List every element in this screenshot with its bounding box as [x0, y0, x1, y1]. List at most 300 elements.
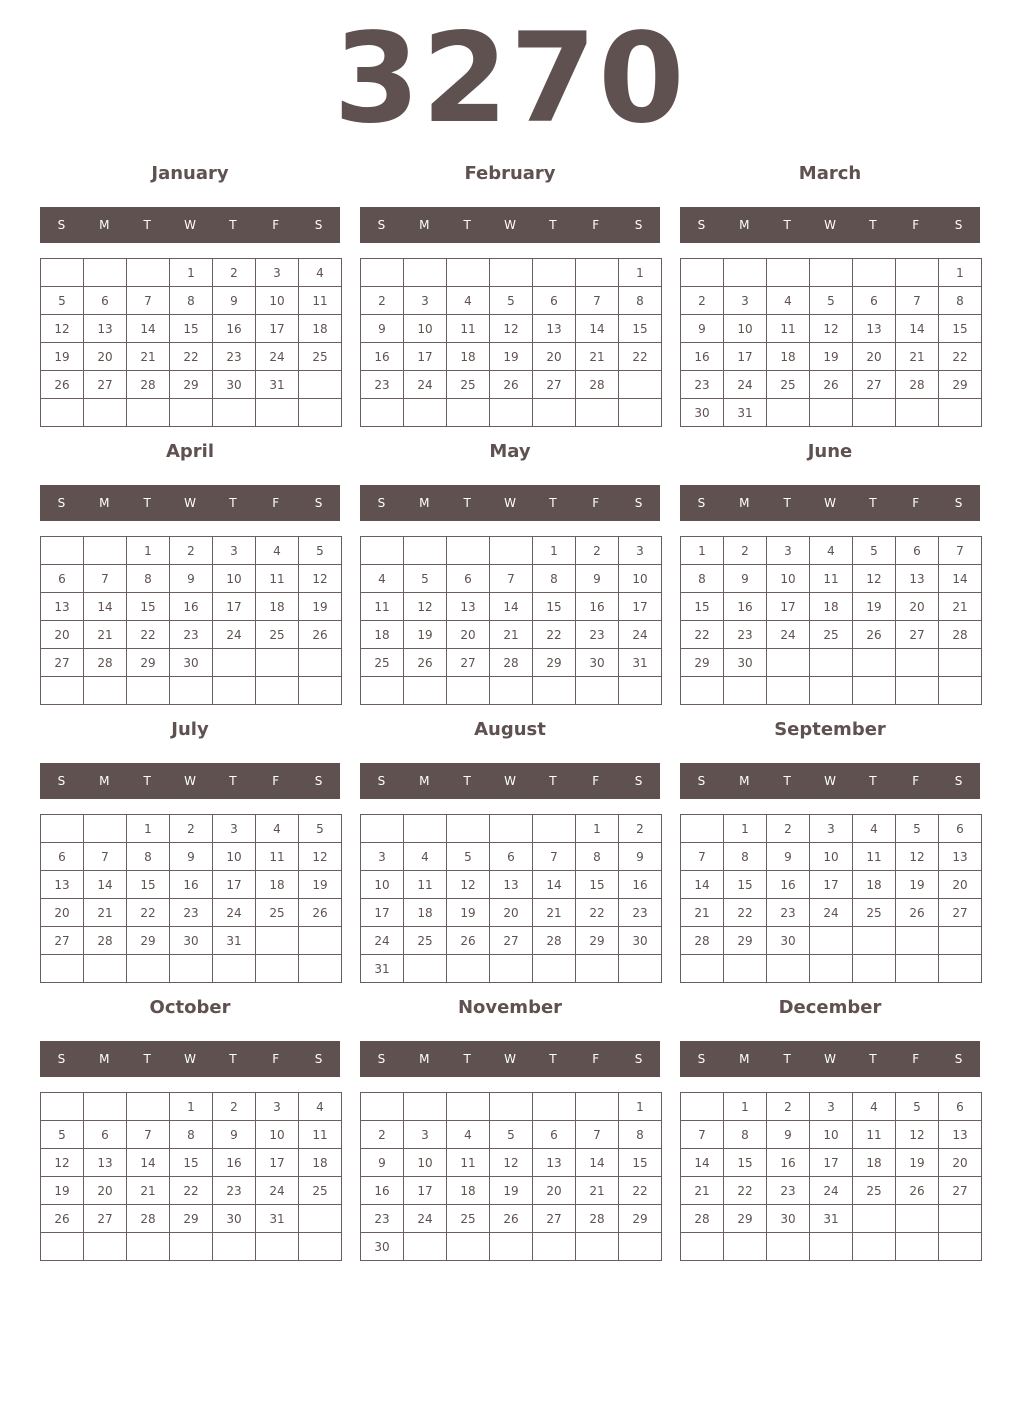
day-cell: 12	[447, 871, 490, 899]
day-cell: 1	[619, 259, 662, 287]
week-row	[361, 343, 662, 371]
day-cell	[447, 1233, 490, 1261]
day-cell: 23	[724, 621, 767, 649]
weekday-label: S	[697, 1052, 706, 1066]
day-cell	[213, 677, 256, 705]
day-cell: 21	[576, 1177, 619, 1205]
day-cell: 28	[490, 649, 533, 677]
week-row	[361, 649, 662, 677]
day-cell	[896, 677, 939, 705]
day-cell: 27	[41, 649, 84, 677]
day-cell	[447, 815, 490, 843]
day-cell: 11	[810, 565, 853, 593]
day-cell: 12	[299, 565, 342, 593]
week-row	[681, 621, 982, 649]
day-cell	[299, 1205, 342, 1233]
day-cell: 16	[681, 343, 724, 371]
day-cell: 17	[810, 871, 853, 899]
day-cell: 28	[127, 371, 170, 399]
weekday-label: T	[463, 218, 471, 232]
day-cell	[533, 815, 576, 843]
day-cell	[619, 677, 662, 705]
day-cell: 27	[447, 649, 490, 677]
day-cell	[896, 399, 939, 427]
day-cell	[404, 677, 447, 705]
day-cell: 11	[299, 1121, 342, 1149]
day-cell: 2	[724, 537, 767, 565]
day-cell: 27	[853, 371, 896, 399]
day-cell	[170, 399, 213, 427]
day-cell	[853, 677, 896, 705]
day-cell	[490, 677, 533, 705]
day-cell	[896, 649, 939, 677]
day-cell: 23	[361, 1205, 404, 1233]
day-cell	[681, 677, 724, 705]
week-row	[361, 1149, 662, 1177]
day-cell	[533, 1233, 576, 1261]
day-cell: 29	[127, 649, 170, 677]
day-cell	[681, 1093, 724, 1121]
day-grid	[360, 258, 662, 427]
day-cell	[724, 677, 767, 705]
day-cell: 24	[361, 927, 404, 955]
week-row	[41, 621, 342, 649]
weekday-label: W	[504, 774, 516, 788]
day-cell: 20	[533, 343, 576, 371]
weekday-label: T	[869, 496, 877, 510]
week-row	[681, 399, 982, 427]
day-cell: 5	[810, 287, 853, 315]
day-cell: 1	[127, 537, 170, 565]
weekday-label: M	[99, 774, 110, 788]
day-cell: 4	[447, 287, 490, 315]
day-cell: 16	[213, 315, 256, 343]
day-cell	[361, 259, 404, 287]
week-row	[681, 343, 982, 371]
day-cell	[361, 399, 404, 427]
day-cell: 26	[299, 899, 342, 927]
day-cell: 11	[361, 593, 404, 621]
day-cell: 4	[447, 1121, 490, 1149]
day-cell	[681, 815, 724, 843]
day-cell: 6	[533, 1121, 576, 1149]
weekday-header	[40, 485, 340, 521]
day-cell	[767, 259, 810, 287]
day-cell: 11	[256, 843, 299, 871]
week-row	[681, 565, 982, 593]
day-cell: 17	[361, 899, 404, 927]
day-grid	[360, 814, 662, 983]
week-row	[41, 1149, 342, 1177]
day-cell: 17	[404, 1177, 447, 1205]
day-cell: 13	[84, 315, 127, 343]
day-cell: 30	[681, 399, 724, 427]
month-name: July	[171, 719, 209, 740]
day-cell: 23	[767, 899, 810, 927]
day-cell	[853, 649, 896, 677]
day-cell: 22	[724, 1177, 767, 1205]
day-cell: 2	[767, 1093, 810, 1121]
day-cell: 21	[84, 899, 127, 927]
day-cell: 26	[490, 371, 533, 399]
day-cell: 21	[681, 899, 724, 927]
day-cell: 7	[533, 843, 576, 871]
day-cell	[853, 1205, 896, 1233]
day-cell: 19	[299, 593, 342, 621]
day-cell: 27	[490, 927, 533, 955]
day-cell: 8	[170, 287, 213, 315]
day-cell: 7	[896, 287, 939, 315]
day-cell: 4	[853, 815, 896, 843]
day-cell: 22	[127, 621, 170, 649]
day-cell: 11	[767, 315, 810, 343]
day-cell	[490, 1093, 533, 1121]
week-row	[361, 927, 662, 955]
day-grid	[680, 1092, 982, 1261]
day-cell: 30	[767, 1205, 810, 1233]
day-cell: 12	[490, 1149, 533, 1177]
day-cell: 25	[447, 1205, 490, 1233]
month-name: June	[807, 441, 853, 462]
day-cell: 30	[619, 927, 662, 955]
day-cell	[299, 955, 342, 983]
day-cell: 20	[490, 899, 533, 927]
day-cell: 5	[41, 287, 84, 315]
day-cell: 29	[170, 1205, 213, 1233]
weekday-label: T	[229, 774, 237, 788]
week-row	[361, 621, 662, 649]
day-cell	[41, 815, 84, 843]
day-cell: 4	[767, 287, 810, 315]
day-cell: 7	[576, 287, 619, 315]
day-cell: 5	[404, 565, 447, 593]
day-cell: 22	[127, 899, 170, 927]
weekday-label: T	[229, 496, 237, 510]
week-row	[361, 677, 662, 705]
day-cell	[767, 677, 810, 705]
day-cell: 4	[853, 1093, 896, 1121]
day-cell: 20	[84, 1177, 127, 1205]
day-cell: 11	[447, 315, 490, 343]
day-cell	[404, 815, 447, 843]
day-grid	[40, 814, 342, 983]
day-cell	[127, 399, 170, 427]
day-cell	[767, 1233, 810, 1261]
weekday-label: F	[272, 496, 280, 510]
weekday-label: S	[314, 1052, 323, 1066]
day-cell	[299, 1233, 342, 1261]
week-row	[361, 1233, 662, 1261]
day-cell	[939, 1205, 982, 1233]
day-cell: 30	[361, 1233, 404, 1261]
day-cell: 9	[170, 565, 213, 593]
day-cell: 22	[619, 343, 662, 371]
weekday-label: S	[314, 774, 323, 788]
day-cell: 1	[576, 815, 619, 843]
day-cell	[853, 399, 896, 427]
day-cell: 10	[810, 1121, 853, 1149]
day-cell: 2	[361, 1121, 404, 1149]
day-cell: 30	[213, 1205, 256, 1233]
day-cell: 1	[724, 1093, 767, 1121]
day-cell: 6	[939, 1093, 982, 1121]
day-cell: 10	[810, 843, 853, 871]
week-row	[361, 1205, 662, 1233]
weekday-label: W	[504, 496, 516, 510]
day-cell: 19	[490, 343, 533, 371]
day-cell	[490, 537, 533, 565]
day-cell: 5	[490, 1121, 533, 1149]
day-cell	[939, 677, 982, 705]
day-cell	[939, 649, 982, 677]
weekday-label: F	[592, 218, 600, 232]
day-cell	[576, 259, 619, 287]
day-cell: 5	[896, 1093, 939, 1121]
day-cell: 18	[256, 593, 299, 621]
day-cell: 14	[84, 593, 127, 621]
day-cell	[170, 955, 213, 983]
week-row	[681, 1233, 982, 1261]
day-cell: 15	[724, 871, 767, 899]
day-cell: 6	[896, 537, 939, 565]
day-cell: 13	[41, 871, 84, 899]
weekday-header	[680, 207, 980, 243]
weekday-label: F	[592, 496, 600, 510]
day-cell: 27	[84, 1205, 127, 1233]
day-cell: 5	[299, 537, 342, 565]
weekday-label: T	[783, 1052, 791, 1066]
day-cell: 29	[619, 1205, 662, 1233]
day-cell: 14	[127, 315, 170, 343]
week-row	[361, 537, 662, 565]
day-cell: 9	[724, 565, 767, 593]
day-cell	[84, 815, 127, 843]
day-cell	[490, 259, 533, 287]
day-cell: 11	[404, 871, 447, 899]
day-cell	[84, 677, 127, 705]
day-cell: 22	[939, 343, 982, 371]
weekday-label: M	[739, 218, 750, 232]
day-cell	[447, 399, 490, 427]
day-cell: 13	[490, 871, 533, 899]
day-cell: 17	[404, 343, 447, 371]
weekday-label: S	[634, 496, 643, 510]
day-cell: 21	[127, 343, 170, 371]
day-cell: 1	[533, 537, 576, 565]
day-cell: 2	[170, 815, 213, 843]
day-cell: 26	[810, 371, 853, 399]
day-cell	[810, 259, 853, 287]
day-cell: 9	[213, 287, 256, 315]
weekday-label: F	[912, 774, 920, 788]
week-row	[361, 371, 662, 399]
weekday-label: T	[549, 218, 557, 232]
day-cell: 12	[299, 843, 342, 871]
day-cell: 4	[256, 537, 299, 565]
day-cell: 25	[853, 1177, 896, 1205]
day-cell	[299, 649, 342, 677]
weekday-label: T	[783, 774, 791, 788]
day-cell: 27	[41, 927, 84, 955]
day-cell: 14	[939, 565, 982, 593]
day-cell: 14	[896, 315, 939, 343]
day-cell: 3	[361, 843, 404, 871]
day-cell: 30	[170, 649, 213, 677]
day-cell: 26	[447, 927, 490, 955]
day-cell	[256, 955, 299, 983]
day-cell	[447, 955, 490, 983]
day-cell	[127, 1093, 170, 1121]
day-cell: 19	[41, 343, 84, 371]
day-cell: 29	[127, 927, 170, 955]
month-name: October	[149, 997, 231, 1018]
week-row	[681, 649, 982, 677]
day-cell: 27	[939, 1177, 982, 1205]
day-cell: 18	[853, 1149, 896, 1177]
day-cell	[170, 1233, 213, 1261]
day-cell: 24	[404, 1205, 447, 1233]
weekday-label: T	[143, 774, 151, 788]
month-name: December	[778, 997, 882, 1018]
day-cell: 2	[213, 1093, 256, 1121]
day-cell: 26	[41, 371, 84, 399]
day-cell	[256, 1233, 299, 1261]
day-cell: 3	[213, 815, 256, 843]
day-cell: 23	[170, 621, 213, 649]
day-cell: 6	[447, 565, 490, 593]
weekday-label: F	[272, 1052, 280, 1066]
day-cell: 11	[256, 565, 299, 593]
day-cell	[724, 1233, 767, 1261]
day-cell: 22	[681, 621, 724, 649]
day-cell: 9	[681, 315, 724, 343]
day-cell: 15	[576, 871, 619, 899]
day-cell: 1	[724, 815, 767, 843]
day-cell: 22	[533, 621, 576, 649]
week-row	[41, 371, 342, 399]
day-cell	[447, 537, 490, 565]
day-cell: 30	[213, 371, 256, 399]
day-cell: 4	[256, 815, 299, 843]
weekday-label: S	[697, 774, 706, 788]
day-cell	[299, 371, 342, 399]
day-cell: 31	[256, 1205, 299, 1233]
week-row	[681, 259, 982, 287]
weekday-label: S	[634, 774, 643, 788]
day-cell: 9	[767, 1121, 810, 1149]
day-cell: 8	[619, 287, 662, 315]
day-cell: 26	[490, 1205, 533, 1233]
day-cell: 2	[170, 537, 213, 565]
weekday-label: S	[377, 496, 386, 510]
week-row	[681, 1177, 982, 1205]
day-cell: 2	[619, 815, 662, 843]
day-grid	[680, 814, 982, 983]
weekday-label: T	[869, 218, 877, 232]
day-cell: 23	[619, 899, 662, 927]
day-cell	[447, 259, 490, 287]
weekday-header	[40, 207, 340, 243]
day-cell: 24	[619, 621, 662, 649]
day-cell: 13	[41, 593, 84, 621]
day-cell	[810, 1233, 853, 1261]
day-cell: 16	[619, 871, 662, 899]
day-cell: 4	[404, 843, 447, 871]
week-row	[361, 287, 662, 315]
day-cell: 7	[576, 1121, 619, 1149]
day-cell: 6	[84, 287, 127, 315]
day-cell	[576, 1093, 619, 1121]
day-cell: 20	[533, 1177, 576, 1205]
day-cell: 27	[533, 1205, 576, 1233]
day-cell: 22	[619, 1177, 662, 1205]
day-cell: 29	[533, 649, 576, 677]
day-cell: 24	[404, 371, 447, 399]
day-cell	[84, 1093, 127, 1121]
week-row	[681, 927, 982, 955]
day-cell	[681, 259, 724, 287]
day-cell: 9	[213, 1121, 256, 1149]
day-cell: 15	[939, 315, 982, 343]
week-row	[681, 899, 982, 927]
day-cell	[939, 1233, 982, 1261]
weekday-label: M	[419, 774, 430, 788]
day-cell: 24	[256, 343, 299, 371]
day-cell: 15	[170, 1149, 213, 1177]
day-grid	[40, 1092, 342, 1261]
weekday-label: S	[57, 1052, 66, 1066]
week-row	[681, 537, 982, 565]
day-cell: 10	[213, 843, 256, 871]
weekday-label: M	[99, 1052, 110, 1066]
weekday-label: T	[463, 1052, 471, 1066]
day-cell: 10	[256, 1121, 299, 1149]
day-cell: 8	[127, 565, 170, 593]
day-cell: 8	[576, 843, 619, 871]
day-cell: 31	[619, 649, 662, 677]
day-cell: 26	[299, 621, 342, 649]
day-cell: 4	[810, 537, 853, 565]
day-cell: 23	[170, 899, 213, 927]
day-cell	[576, 1233, 619, 1261]
day-cell: 22	[170, 1177, 213, 1205]
weekday-header	[360, 207, 660, 243]
day-cell: 16	[767, 871, 810, 899]
day-cell: 24	[767, 621, 810, 649]
day-cell: 28	[896, 371, 939, 399]
day-cell	[767, 955, 810, 983]
day-cell: 3	[256, 1093, 299, 1121]
weekday-label: F	[912, 218, 920, 232]
day-cell: 30	[767, 927, 810, 955]
day-cell: 20	[939, 871, 982, 899]
day-cell: 12	[41, 1149, 84, 1177]
day-cell: 6	[41, 843, 84, 871]
day-cell: 3	[767, 537, 810, 565]
day-cell: 19	[810, 343, 853, 371]
day-cell: 2	[361, 287, 404, 315]
day-cell	[84, 1233, 127, 1261]
day-cell	[41, 955, 84, 983]
weekday-label: S	[954, 1052, 963, 1066]
weekday-label: S	[954, 774, 963, 788]
day-cell	[404, 955, 447, 983]
day-cell: 13	[447, 593, 490, 621]
day-cell: 19	[404, 621, 447, 649]
day-cell: 13	[939, 843, 982, 871]
week-row	[681, 843, 982, 871]
day-cell	[127, 955, 170, 983]
